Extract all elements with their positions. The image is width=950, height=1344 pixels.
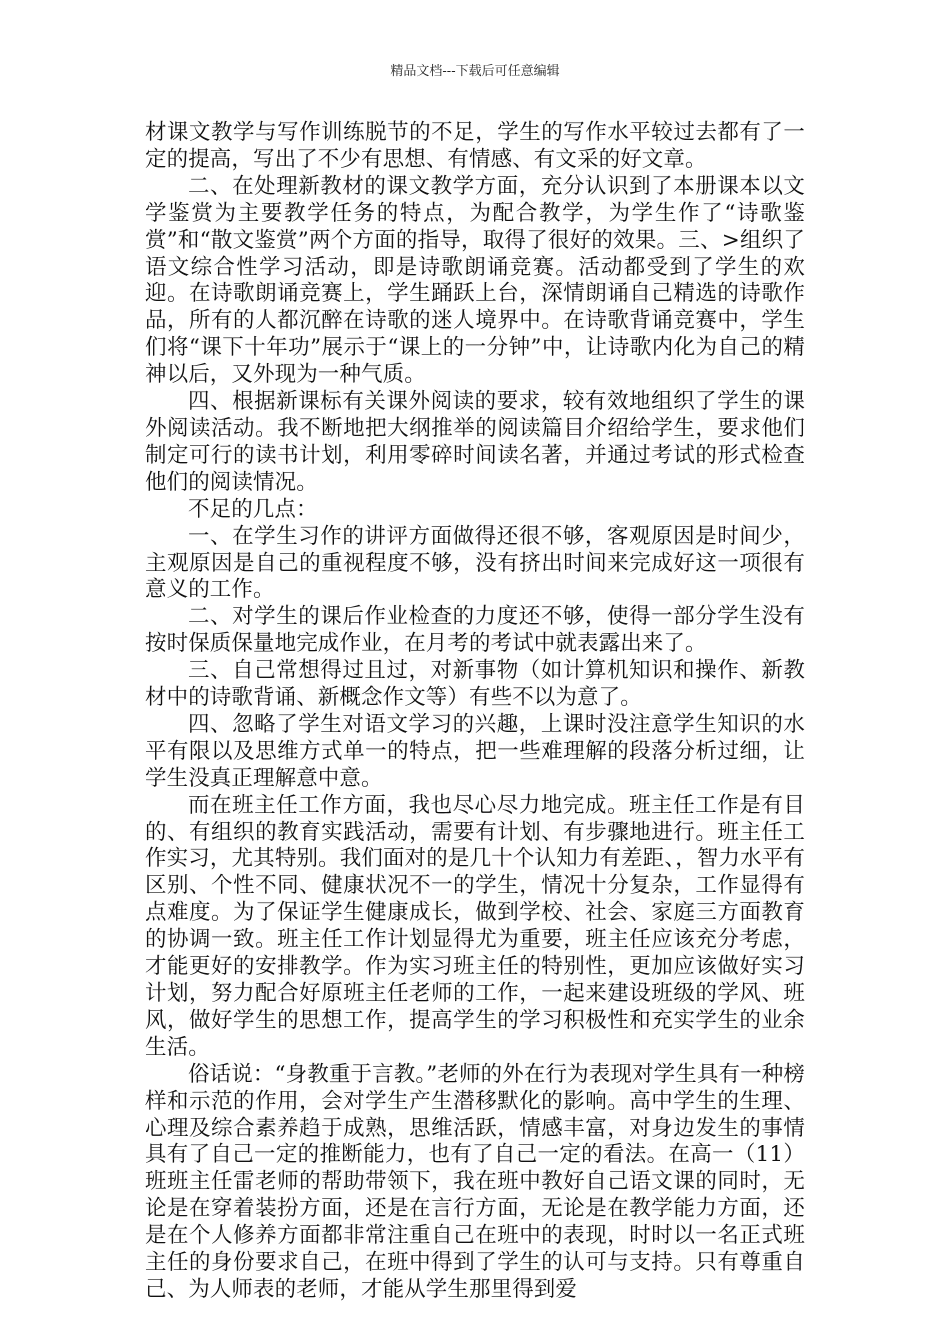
paragraph-3: 四、根据新课标有关课外阅读的要求，较有效地组织了学生的课外阅读活动。我不断地把大纲推举的阅读篇目介绍给学生，要求他们制定可行的读书计划，利用零碎时间读名著，并通过考试的形式检查他们的阅读情况。 — [145, 389, 805, 495]
paragraph-10: 俗话说：“身教重于言教。”老师的外在行为表现对学生具有一种榜样和示范的作用，会对学生产生潜移默化的影响。高中学生的生理、心理及综合素养趋于成熟，思维活跃，情感丰富，对身边发生的事情具有了自己一定的推断能力，也有了自己一定的看法。在高一（11）班班主任雷老师的帮助带领下，我在班中教好自己语文课的同时，无论是在穿着装扮方面，还是在言行方面，无论是在教学能力方面，还是在个人修养方面都非常注重自己在班中的表现，时时以一名正式班主任的身份要求自己，在班中得到了学生的认可与支持。只有尊重自己、为人师表的老师，才能从学生那里得到爱 — [145, 1061, 805, 1302]
paragraph-4-heading: 不足的几点： — [188, 496, 318, 522]
paragraph-1: 材课文教学与写作训练脱节的不足，学生的写作水平较过去都有了一定的提高，写出了不少有思想、有情感、有文采的好文章。 — [145, 120, 805, 172]
paragraph-8: 四、忽略了学生对语文学习的兴趣，上课时没注意学生知识的水平有限以及思维方式单一的特点，把一些难理解的段落分析过细，让学生没真正理解意中意。 — [145, 711, 805, 791]
paragraph-2: 二、在处理新教材的课文教学方面，充分认识到了本册课本以文学鉴赏为主要教学任务的特点，为配合教学，为学生作了“诗歌鉴赏”和“散文鉴赏”两个方面的指导，取得了很好的效果。三、>组织了语文综合性学习活动，即是诗歌朗诵竞赛。活动都受到了学生的欢迎。在诗歌朗诵竞赛上，学生踊跃上台，深情朗诵自己精选的诗歌作品，所有的人都沉醉在诗歌的迷人境界中。在诗歌背诵竞赛中，学生们将“课下十年功”展示于“课上的一分钟”中，让诗歌内化为自己的精神以后，又外现为一种气质。 — [145, 173, 805, 388]
paragraph-6: 二、对学生的课后作业检查的力度还不够，使得一部分学生没有按时保质保量地完成作业，在月考的考试中就表露出来了。 — [145, 604, 805, 657]
paragraph-9: 而在班主任工作方面，我也尽心尽力地完成。班主任工作是有目的、有组织的教育实践活动，需要有计划、有步骤地进行。班主任工作实习，尤其特别。我们面对的是几十个认知力有差距、，智力水平有区别、个性不同、健康状况不一的学生，情况十分复杂，工作显得有点难度。为了保证学生健康成长，做到学校、社会、家庭三方面教育的协调一致。班主任工作计划显得尤为重要，班主任应该充分考虑，才能更好的安排教学。作为实习班主任的特别性，更加应该做好实习计划，努力配合好原班主任老师的工作，一起来建设班级的学风、班风，做好学生的思想工作，提高学生的学习积极性和充实学生的业余生活。 — [145, 792, 805, 1060]
document-body — [145, 120, 805, 1304]
paragraph-5: 一、在学生习作的讲评方面做得还很不够，客观原因是时间少，主观原因是自己的重视程度不够，没有挤出时间来完成好这一项很有意义的工作。 — [145, 523, 805, 603]
paragraph-7: 三、自己常想得过且过，对新事物（如计算机知识和操作、新教材中的诗歌背诵、新概念作文等）有些不以为意了。 — [145, 658, 805, 711]
page-header: 精品文档---下载后可任意编辑 — [390, 64, 560, 79]
